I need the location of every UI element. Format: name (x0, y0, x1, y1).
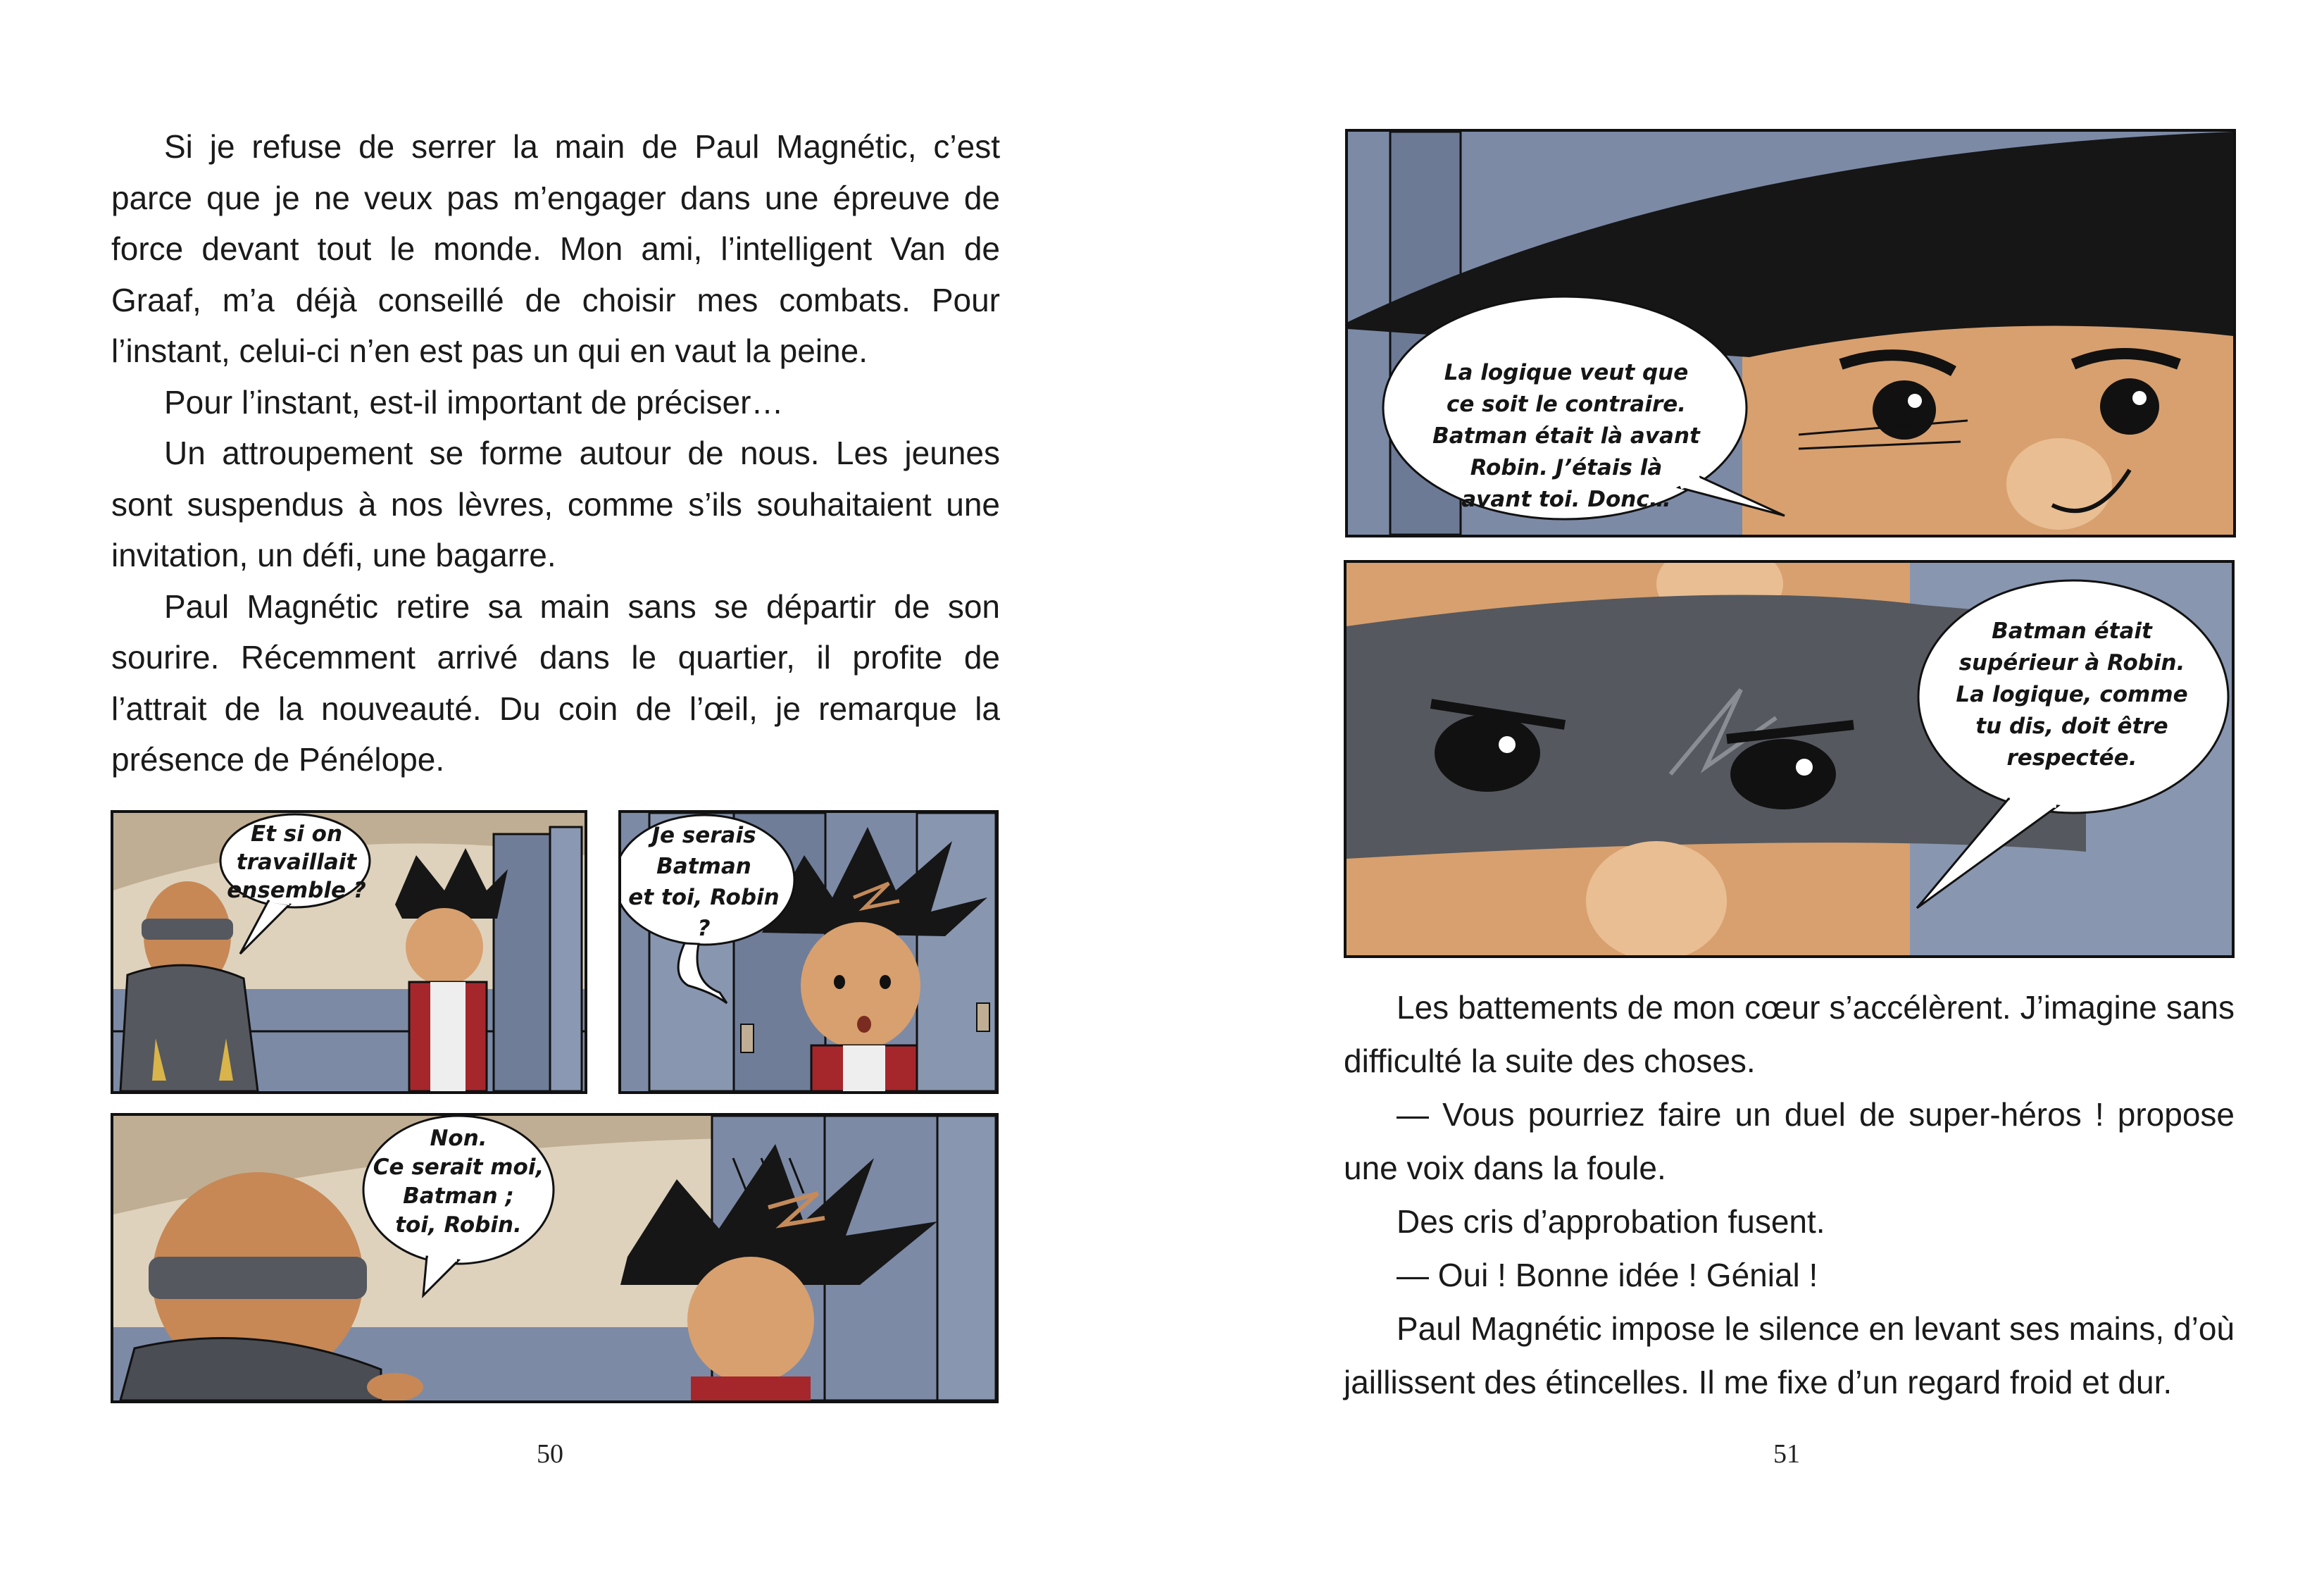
speech-bubble-text: Je serais Batman et toi, Robin ? (628, 823, 780, 941)
paragraph: Les battements de mon cœur s’accélèrent. J’imagine sans difficulté la suite des choses. (1344, 989, 2235, 1079)
paragraph: Des cris d’approbation fusent. (1397, 1203, 1825, 1240)
comic-panel-2 (618, 810, 999, 1094)
page-number: 51 (1773, 1439, 1800, 1469)
paragraph: — Oui ! Bonne idée ! Génial ! (1397, 1257, 1818, 1293)
speech-bubble-text: Batman était supérieur à Robin. La logique, comme tu dis, doit être respectée. (1956, 619, 2188, 771)
page-number: 50 (537, 1439, 563, 1469)
left-body-text (111, 121, 1000, 785)
comic-panel-4 (1345, 129, 2236, 537)
paragraph: Paul Magnétic retire sa main sans se départir de son sourire. Récemment arrivé dans le quartier, il profite de l’attrait de la nouveauté. Du coin de l’œil, je remarque la présence de Pénélope. (111, 588, 1000, 778)
comic-panel-3 (111, 1113, 999, 1403)
speech-bubble-text: Non. Ce serait moi, Batman ; toi, Robin. (373, 1126, 544, 1238)
right-body-text (1344, 981, 2235, 1409)
paragraph: Pour l’instant, est-il important de préciser… (164, 383, 784, 421)
paragraph: Si je refuse de serrer la main de Paul Magnétic, c’est parce que je ne veux pas m’engager dans une épreuve de force devant tout le monde. Mon ami, l’intelligent Van de Graaf, m’a déjà conseillé de choisir mes combats. Pour l’instant, celui-ci n’en est pas un qui en vaut la peine. (111, 128, 1000, 369)
comic-panel-1 (111, 810, 587, 1094)
speech-bubble-text: Et si on travaillait ensemble ? (227, 821, 366, 903)
comic-panel-5 (1344, 560, 2235, 958)
panel-3-art (113, 1116, 996, 1400)
paragraph: — Vous pourriez faire un duel de super-héros ! propose une voix dans la foule. (1344, 1096, 2235, 1186)
right-page (1162, 0, 2324, 1585)
paragraph: Un attroupement se forme autour de nous. Les jeunes sont suspendus à nos lèvres, comme s’ils souhaitaient une invitation, un défi, une bagarre. (111, 435, 1000, 573)
paragraph: Paul Magnétic impose le silence en levant ses mains, d’où jaillissent des étincelles. Il me fixe d’un regard froid et dur. (1344, 1310, 2235, 1400)
speech-bubble-text: La logique veut que ce soit le contraire. Batman était là avant Robin. J’étais là avant toi. Donc… (1432, 360, 1700, 512)
